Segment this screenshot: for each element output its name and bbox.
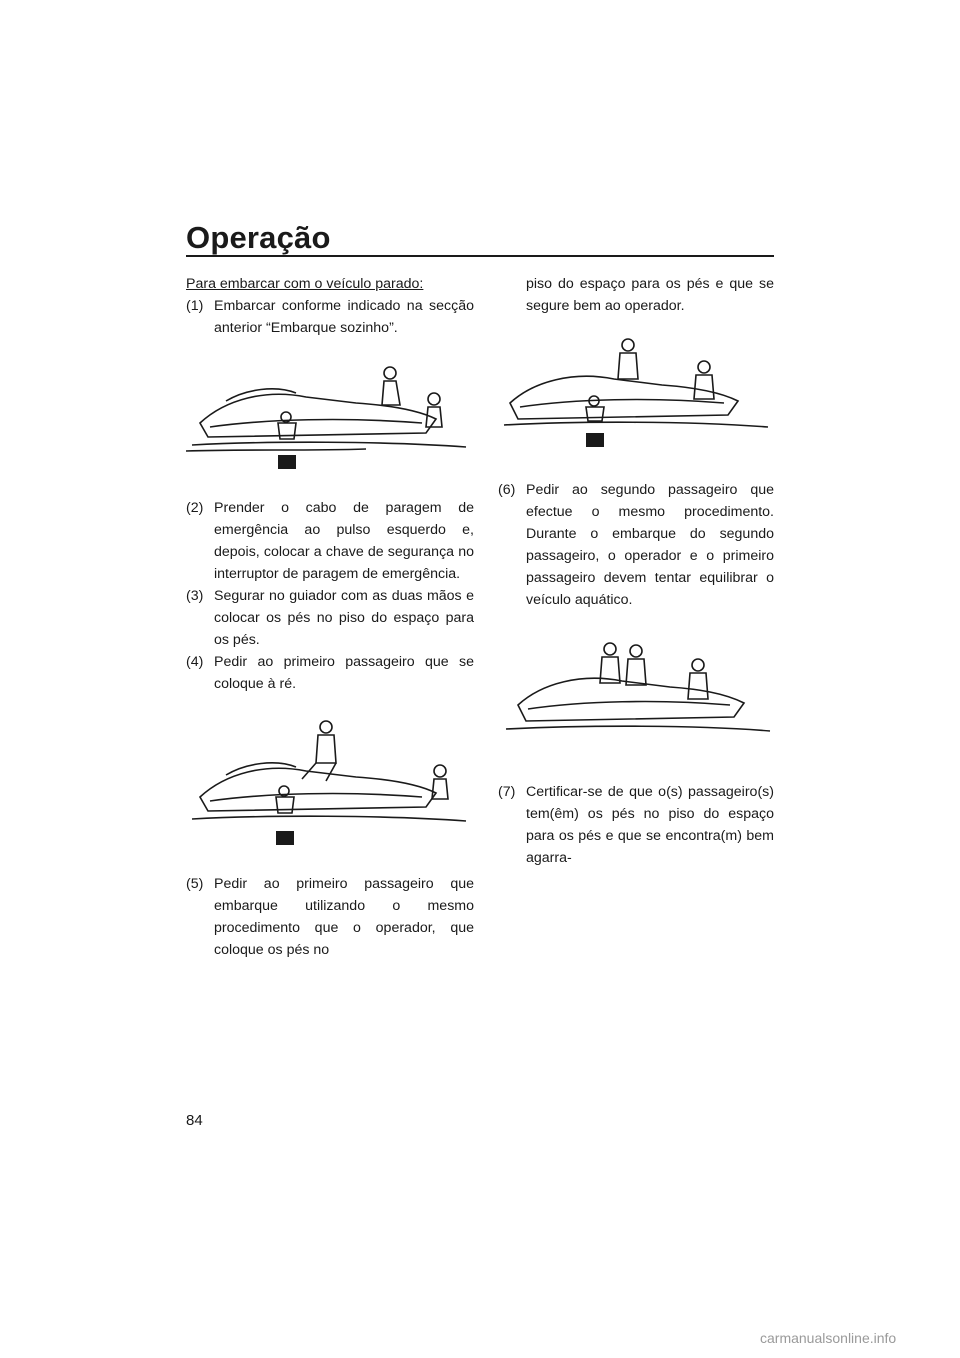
step-text: Pedir ao primeiro passageiro que embarque utilizando o mesmo procedimento que o operador, que coloque os pés no <box>214 876 474 958</box>
step-2 <box>186 497 474 585</box>
step-4 <box>186 651 474 695</box>
watermark: carmanualsonline.info <box>760 1330 897 1346</box>
step-3 <box>186 585 474 651</box>
title-divider <box>186 255 774 257</box>
step-number: (2) <box>186 500 204 516</box>
step-7 <box>498 781 774 869</box>
figure-operator-seated <box>186 715 474 855</box>
figure-second-passenger-boarding <box>498 633 774 759</box>
page-number: 84 <box>186 1112 203 1129</box>
step-number: (6) <box>498 482 516 498</box>
step-number: (7) <box>498 784 516 800</box>
step-text: Pedir ao primeiro passageiro que se coloque à ré. <box>214 654 474 692</box>
step-text: Embarcar conforme indicado na secção anterior “Embarque sozinho”. <box>214 298 474 336</box>
step-5 <box>186 873 474 961</box>
step-text: Prender o cabo de paragem de emergência ao pulso esquerdo e, depois, colocar a chave de segurança no interruptor de paragem de emergência. <box>214 500 474 582</box>
figure-operator-boarding <box>186 359 474 479</box>
figure-first-passenger-boarding <box>498 337 774 457</box>
step-number: (3) <box>186 588 204 604</box>
step-number: (4) <box>186 654 204 670</box>
right-column <box>498 273 774 869</box>
section-heading: Para embarcar com o veículo parado: <box>186 276 424 292</box>
page-title: Operação <box>186 220 331 255</box>
step-text: Segurar no guiador com as duas mãos e colocar os pés no piso do espaço para os pés. <box>214 588 474 648</box>
step-number: (1) <box>186 298 204 314</box>
step-text: Pedir ao segundo passageiro que efectue o mesmo procedimento. Durante o embarque do segundo passageiro, o operador e o primeiro passageiro devem tentar equilibrar o veículo aquático. <box>526 482 774 608</box>
step-number: (5) <box>186 876 204 892</box>
step-5-continuation: piso do espaço para os pés e que se segure bem ao operador. <box>526 276 774 314</box>
step-text: Certificar-se de que o(s) passageiro(s) tem(êm) os pés no piso do espaço para os pés e que se encontra(m) bem agarra- <box>526 784 774 866</box>
step-6 <box>498 479 774 611</box>
step-1 <box>186 295 474 339</box>
left-column <box>186 273 474 961</box>
